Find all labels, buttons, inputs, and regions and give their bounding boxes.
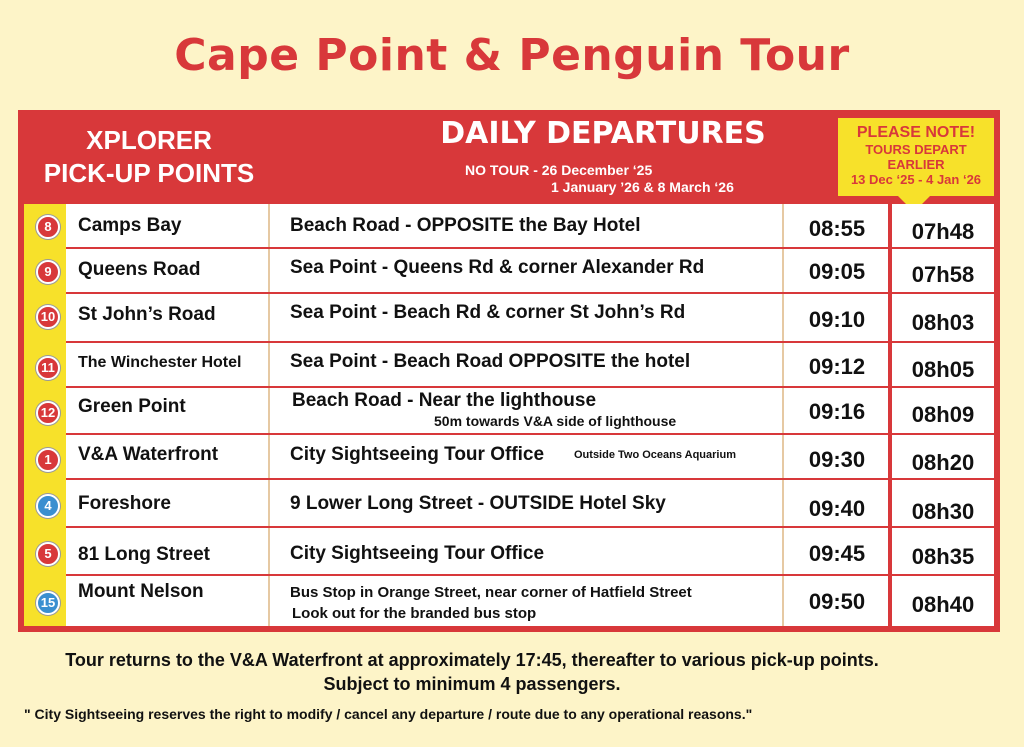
route-badge-icon: 8: [36, 215, 60, 239]
place-cell: [70, 435, 270, 478]
address-text: Beach Road - Near the lighthouse: [292, 390, 597, 411]
departure-time: 09:40: [808, 496, 866, 521]
time-cell: [782, 435, 892, 478]
early-departure-note: [838, 118, 994, 196]
departure-time: 09:10: [808, 307, 866, 332]
place-cell: [70, 528, 270, 574]
address-subtext: 50m towards V&A side of lighthouse: [434, 413, 677, 429]
place-name: Mount Nelson: [78, 581, 204, 602]
address-cell: [270, 343, 780, 386]
early-time-cell: [892, 204, 994, 247]
address-text: Sea Point - Beach Rd & corner St John’s Rd: [290, 302, 686, 323]
place-cell: [70, 294, 270, 341]
early-time-cell: [892, 480, 994, 526]
early-departure-time: 08h20: [911, 450, 975, 475]
address-cell: [270, 528, 780, 574]
address-cell: [270, 576, 780, 626]
table-row: [66, 343, 994, 386]
note-title: PLEASE NOTE!: [856, 124, 976, 141]
table-row: [66, 388, 994, 433]
place-cell: [70, 576, 270, 626]
place-name: St John’s Road: [78, 304, 216, 325]
page-title: Cape Point & Penguin Tour: [174, 30, 850, 81]
address-cell: [270, 480, 780, 526]
table-row: [66, 249, 994, 292]
early-departure-time: 07h58: [911, 262, 975, 287]
early-time-cell: [892, 576, 994, 626]
route-badge-icon: 15: [36, 591, 60, 615]
address-text: Beach Road - OPPOSITE the Bay Hotel: [290, 215, 641, 236]
route-badge-icon: 9: [36, 260, 60, 284]
address-text: Sea Point - Queens Rd & corner Alexander Rd: [290, 257, 705, 278]
table-row: [66, 294, 994, 341]
place-cell: [70, 249, 270, 292]
departures-board: [18, 110, 1000, 632]
place-cell: [70, 388, 270, 433]
place-cell: [70, 204, 270, 247]
address-text: City Sightseeing Tour Office: [290, 543, 545, 564]
place-name: Queens Road: [78, 259, 201, 280]
place-name: V&A Waterfront: [78, 444, 219, 465]
disclaimer: " City Sightseeing reserves the right to modify / cancel any departure / route due to any operational reasons.": [24, 706, 753, 722]
time-cell: [782, 249, 892, 292]
route-badge-icon: 11: [36, 356, 60, 380]
departure-time: 09:12: [808, 354, 866, 379]
place-name: The Winchester Hotel: [78, 354, 242, 371]
departure-time: 09:50: [808, 589, 866, 614]
early-departure-time: 08h40: [911, 592, 975, 617]
early-departure-time: 08h35: [911, 544, 975, 569]
table-row: [66, 528, 994, 574]
place-name: Foreshore: [78, 493, 171, 514]
pickup-points-heading: [18, 124, 280, 190]
departures-table: [66, 204, 994, 626]
early-departure-time: 08h03: [911, 310, 975, 335]
time-cell: [782, 480, 892, 526]
early-time-cell: [892, 528, 994, 574]
place-cell: [70, 480, 270, 526]
address-text: Bus Stop in Orange Street, near corner of Hatfield Street: [290, 584, 692, 601]
early-time-cell: [892, 388, 994, 433]
early-departure-time: 08h05: [911, 357, 975, 382]
departure-time: 09:30: [808, 447, 866, 472]
address-text: Sea Point - Beach Road OPPOSITE the hotel: [290, 351, 691, 372]
address-cell: [270, 204, 780, 247]
time-cell: [782, 576, 892, 626]
address-text: 9 Lower Long Street - OUTSIDE Hotel Sky: [290, 493, 666, 514]
heading-line-1: XPLORER: [86, 125, 212, 155]
place-cell: [70, 343, 270, 386]
place-name: Green Point: [78, 396, 186, 417]
table-row: [66, 480, 994, 526]
address-cell: [270, 388, 780, 433]
early-departure-time: 08h09: [911, 402, 975, 427]
place-name: Camps Bay: [78, 215, 182, 236]
time-cell: [782, 388, 892, 433]
early-time-cell: [892, 343, 994, 386]
time-cell: [782, 204, 892, 247]
early-time-cell: [892, 294, 994, 341]
route-badge-icon: 10: [36, 305, 60, 329]
table-row: [66, 435, 994, 478]
early-column-divider: [888, 204, 892, 626]
route-badge-icon: 5: [36, 542, 60, 566]
time-cell: [782, 528, 892, 574]
no-tour-line-1: NO TOUR - 26 December ‘25: [465, 162, 653, 178]
route-badge-icon: 1: [36, 448, 60, 472]
time-cell: [782, 294, 892, 341]
departure-time: 08:55: [808, 216, 866, 241]
address-cell: [270, 249, 780, 292]
early-departure-time: 07h48: [911, 219, 975, 244]
address-text: City Sightseeing Tour Office: [290, 444, 545, 465]
table-row: [66, 576, 994, 626]
time-cell: [782, 343, 892, 386]
note-line-3: EARLIER: [887, 157, 945, 172]
address-note: Outside Two Oceans Aquarium: [574, 449, 736, 461]
address-subtext: Look out for the branded bus stop: [292, 605, 537, 622]
route-badge-stripe: [24, 204, 66, 626]
daily-departures-heading: DAILY DEPARTURES: [440, 116, 766, 151]
early-departure-time: 08h30: [911, 499, 975, 524]
departure-time: 09:05: [808, 259, 866, 284]
no-tour-line-2: 1 January ’26 & 8 March ‘26: [551, 179, 734, 195]
address-cell: [270, 435, 780, 478]
early-time-cell: [892, 435, 994, 478]
route-badge-icon: 12: [36, 401, 60, 425]
note-dates: 13 Dec ‘25 - 4 Jan ‘26: [850, 172, 982, 187]
address-cell: [270, 294, 780, 341]
early-time-cell: [892, 249, 994, 292]
route-badge-icon: 4: [36, 494, 60, 518]
return-info: Tour returns to the V&A Waterfront at approximately 17:45, thereafter to various pick-up points.: [65, 650, 879, 670]
minimum-passengers: Subject to minimum 4 passengers.: [323, 674, 621, 694]
place-name: 81 Long Street: [78, 544, 210, 565]
table-row: [66, 204, 994, 247]
departure-time: 09:45: [808, 541, 866, 566]
departure-time: 09:16: [808, 399, 866, 424]
note-line-2: TOURS DEPART: [865, 142, 967, 157]
heading-line-2: PICK-UP POINTS: [43, 158, 255, 188]
